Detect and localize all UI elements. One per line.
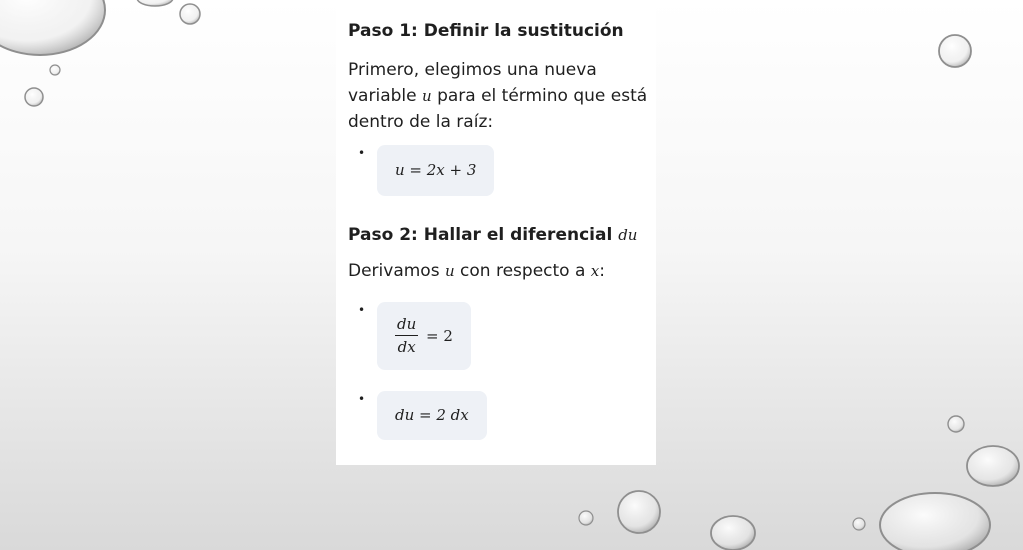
step2-para-text: Derivamos (348, 261, 445, 281)
droplet (853, 518, 865, 530)
droplet (880, 493, 990, 550)
bullet: • (358, 303, 366, 317)
droplet (711, 516, 755, 550)
step1-para-text: Primero, elegimos una nueva variable (348, 60, 597, 106)
step2-heading-text: Paso 2: Hallar el diferencial (348, 225, 619, 245)
step1-paragraph (348, 57, 653, 135)
list-item (348, 145, 656, 196)
fraction-denominator: dx (397, 338, 416, 356)
math-equation-differential (377, 391, 487, 440)
variable-du: du (618, 226, 638, 244)
fraction (395, 315, 418, 356)
droplet (25, 88, 43, 106)
droplet (967, 446, 1019, 486)
step2-para-text-cont: con respecto a (454, 261, 591, 281)
equation-rhs: = 2 (426, 326, 453, 345)
list-item (348, 391, 656, 440)
droplet (180, 4, 200, 24)
bullet: • (358, 146, 366, 160)
droplet (948, 416, 964, 432)
step1-para-text-cont: para el término que está dentro de la raíz: (348, 86, 648, 132)
step2-heading (348, 224, 656, 246)
fraction-numerator: du (395, 315, 418, 336)
variable-u: u (444, 262, 455, 280)
content-card (336, 0, 656, 465)
droplet (137, 0, 173, 6)
droplet (939, 35, 971, 67)
step2-para-colon: : (599, 261, 605, 281)
bullet: • (358, 392, 366, 406)
droplet (0, 0, 105, 55)
list-item (348, 302, 656, 370)
variable-x: x (590, 262, 600, 280)
variable-u: u (422, 87, 432, 105)
step1-heading: Paso 1: Definir la sustitución (348, 21, 624, 41)
droplet (50, 65, 60, 75)
droplet (618, 491, 660, 533)
equation-text: du = 2 dx (395, 406, 469, 424)
math-equation-u (377, 145, 494, 196)
equation-text: u = 2x + 3 (395, 161, 477, 179)
step2-paragraph (348, 258, 653, 284)
math-equation-derivative (377, 302, 471, 370)
droplet (579, 511, 593, 525)
